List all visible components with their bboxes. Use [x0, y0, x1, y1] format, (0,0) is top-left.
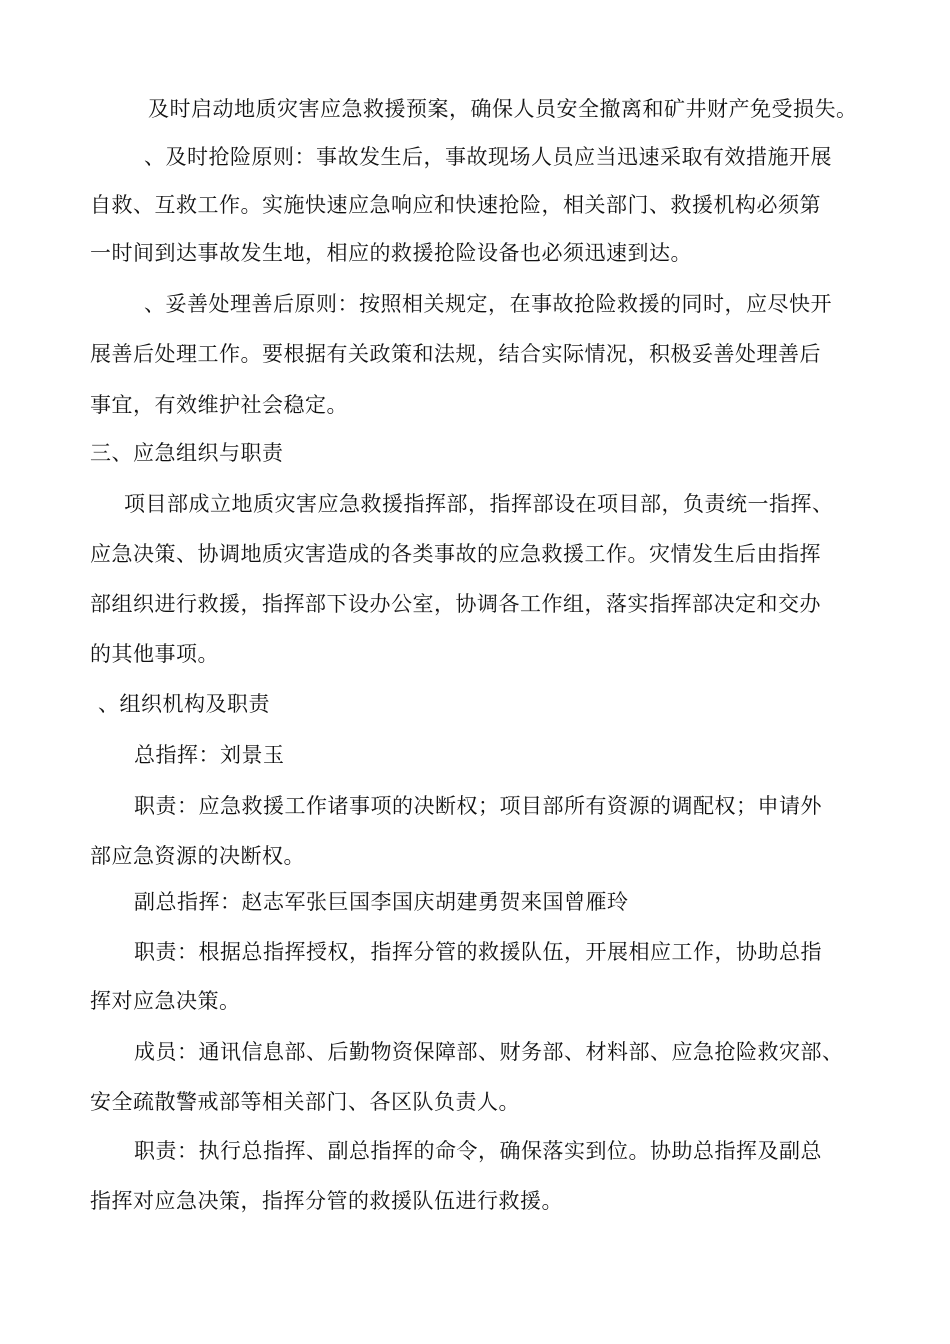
- text-line: 部组织进行救援，指挥部下设办公室，协调各工作组，落实指挥部决定和交办: [90, 592, 821, 616]
- text-line: 及时启动地质灾害应急救援预案，确保人员安全撤离和矿井财产免受损失。: [148, 97, 858, 121]
- text-line: 职责：执行总指挥、副总指挥的命令，确保落实到位。协助总指挥及副总: [134, 1139, 822, 1163]
- text-line: 总指挥：刘景玉: [134, 743, 285, 767]
- text-line: 的其他事项。: [90, 642, 219, 666]
- text-line: 事宜，有效维护社会稳定。: [90, 393, 348, 417]
- text-line: 成员：通讯信息部、后勤物资保障部、财务部、材料部、应急抢险救灾部、: [134, 1040, 844, 1064]
- text-line: 职责：根据总指挥授权，指挥分管的救援队伍，开展相应工作，协助总指: [134, 940, 822, 964]
- text-line: 挥对应急决策。: [90, 989, 241, 1013]
- text-line: 指挥对应急决策，指挥分管的救援队伍进行救援。: [90, 1189, 563, 1213]
- text-line: 安全疏散警戒部等相关部门、各区队负责人。: [90, 1090, 520, 1114]
- text-line: 职责：应急救援工作诸事项的决断权；项目部所有资源的调配权；申请外: [134, 794, 822, 818]
- text-line: 展善后处理工作。要根据有关政策和法规，结合实际情况，积极妥善处理善后: [90, 342, 821, 366]
- text-line: 部应急资源的决断权。: [90, 844, 305, 868]
- section-heading: 三、应急组织与职责: [90, 441, 284, 465]
- text-line: 副总指挥：赵志军张巨国李国庆胡建勇贺来国曾雁玲: [134, 890, 629, 914]
- text-line: 一时间到达事故发生地，相应的救援抢险设备也必须迅速到达。: [90, 241, 692, 265]
- text-line: 、妥善处理善后原则：按照相关规定，在事故抢险救援的同时，应尽快开: [144, 292, 832, 316]
- subsection-heading: 、组织机构及职责: [98, 692, 270, 716]
- text-line: 、及时抢险原则：事故发生后，事故现场人员应当迅速采取有效措施开展: [144, 145, 832, 169]
- text-line: 自救、互救工作。实施快速应急响应和快速抢险，相关部门、救援机构必须第: [90, 193, 821, 217]
- text-line: 应急决策、协调地质灾害造成的各类事故的应急救援工作。灾情发生后由指挥: [90, 542, 821, 566]
- text-line: 项目部成立地质灾害应急救援指挥部，指挥部设在项目部，负责统一指挥、: [124, 492, 834, 516]
